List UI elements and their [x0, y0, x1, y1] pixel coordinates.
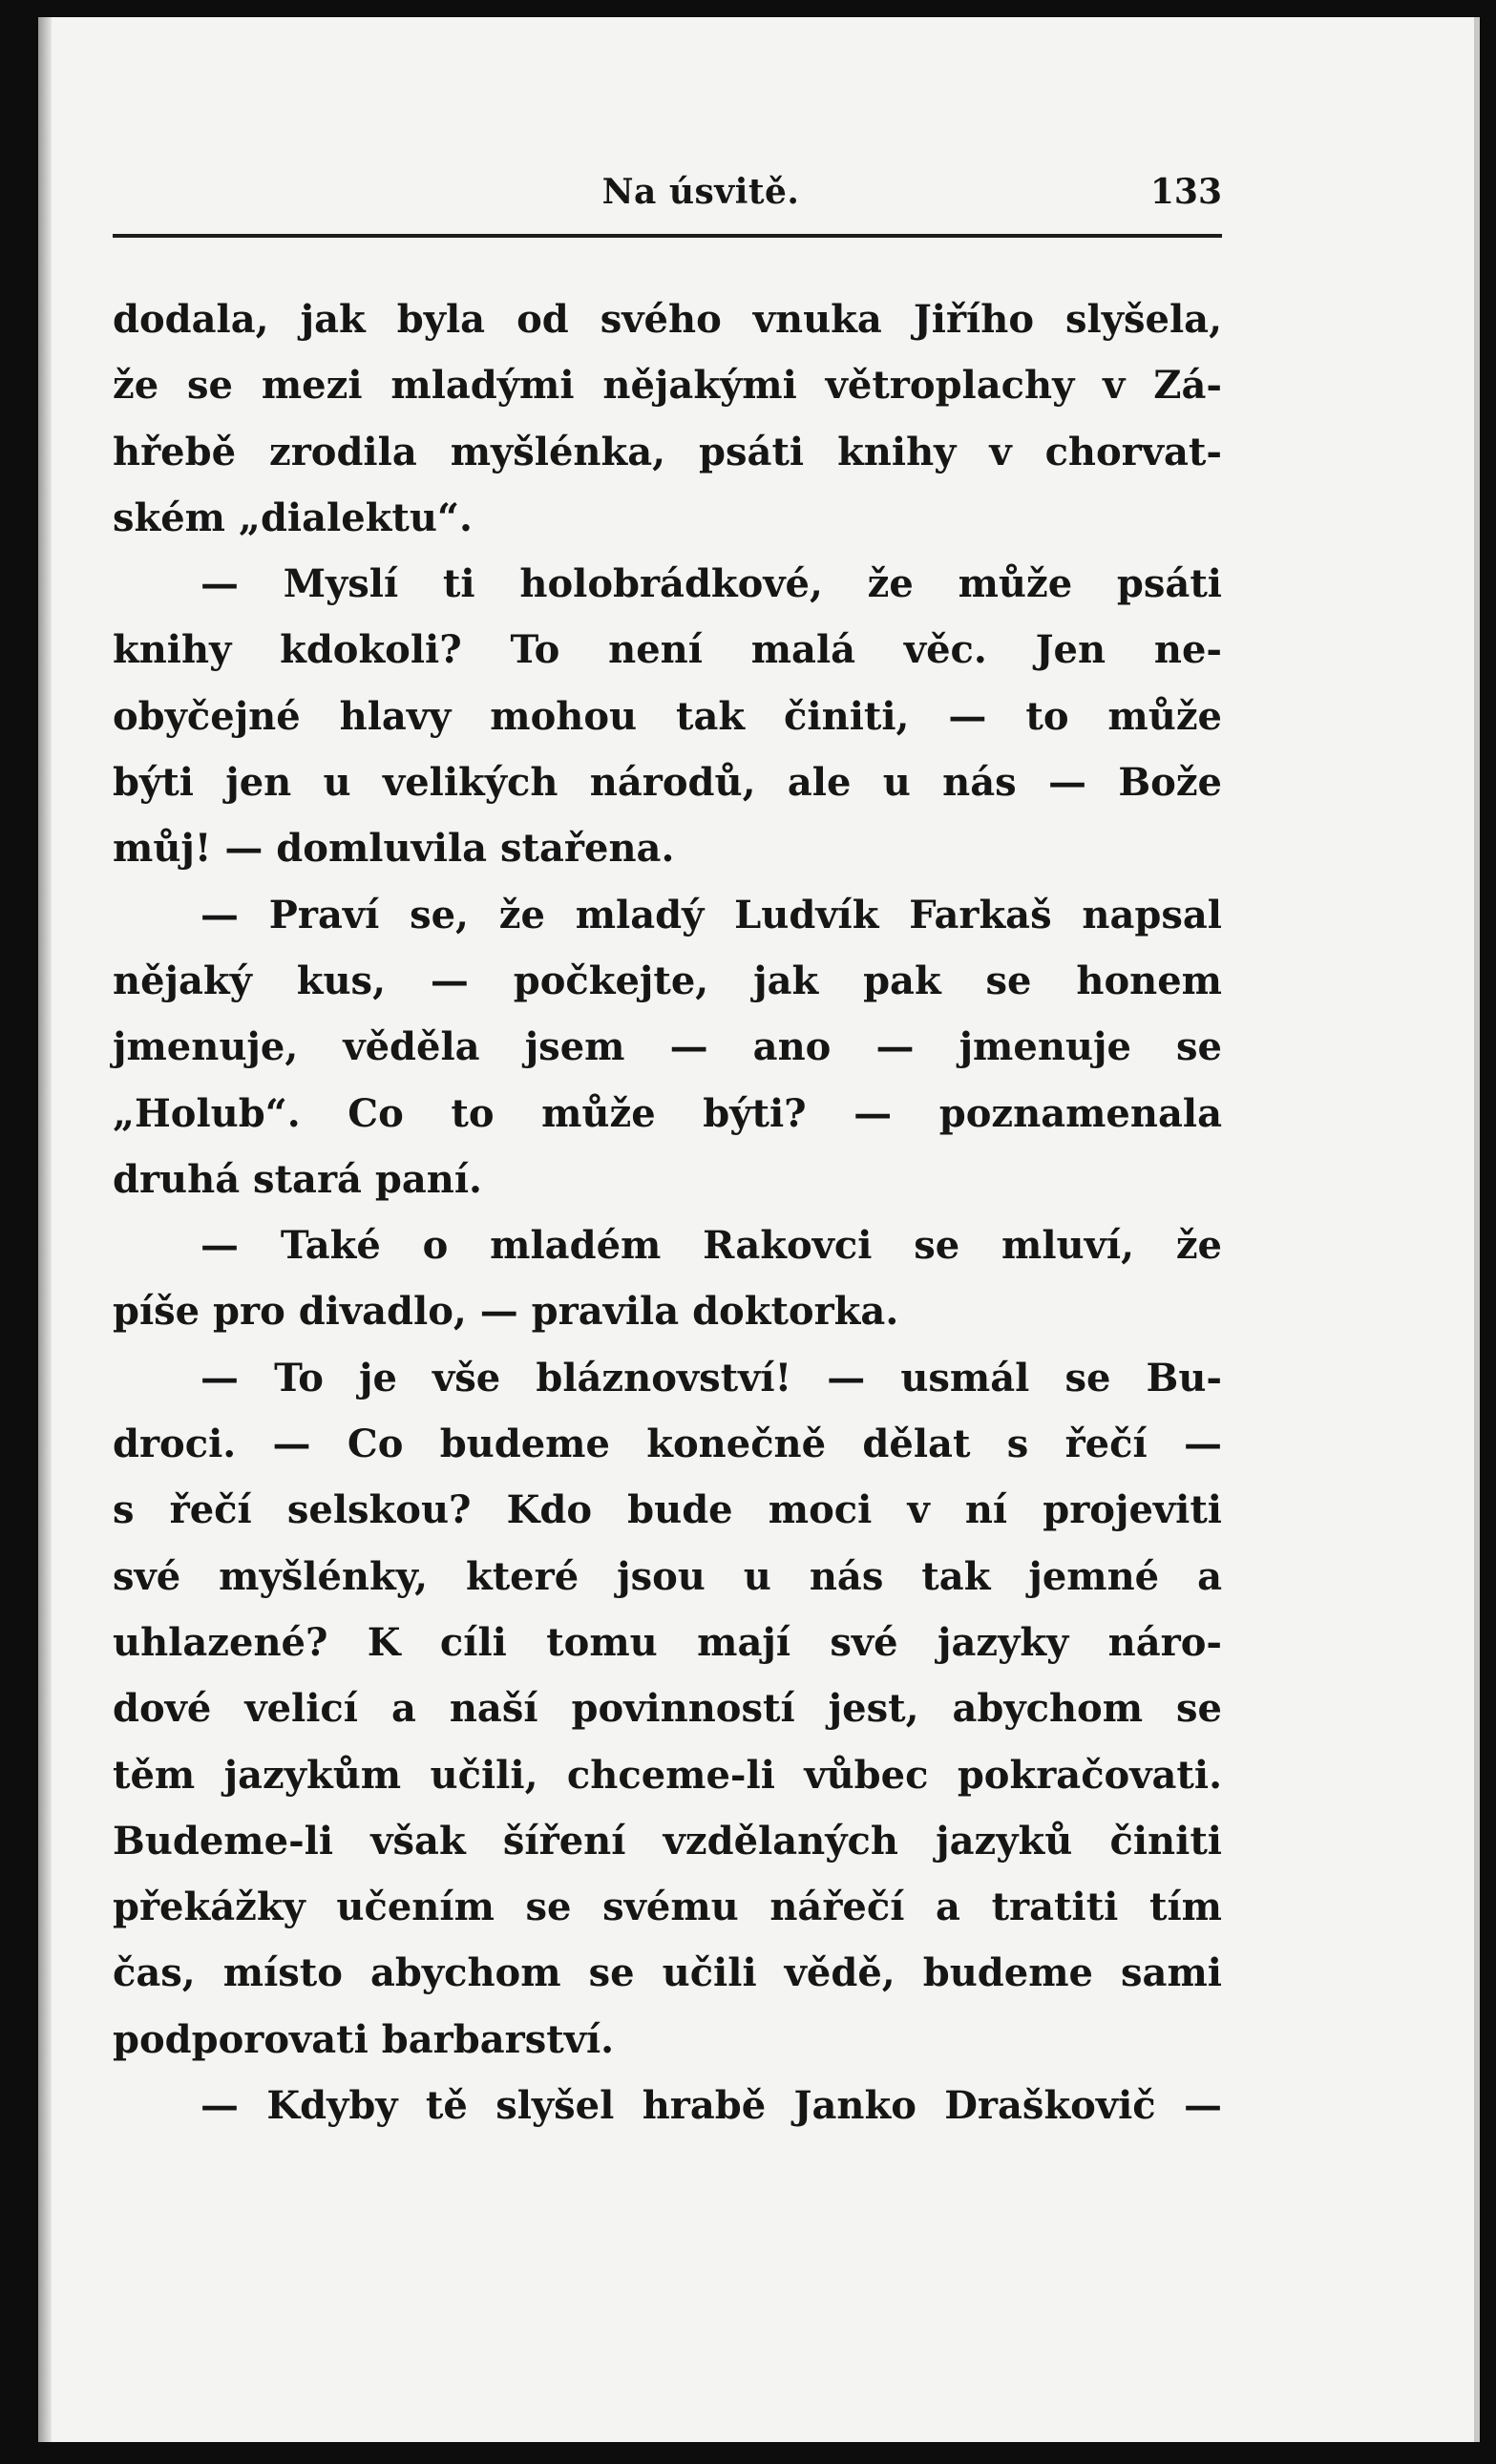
- text-line: dové velicí a naší povinností jest, abychom se: [113, 1686, 1222, 1732]
- text-line: býti jen u velikých národů, ale u nás — Bože: [113, 760, 1222, 806]
- text-line: hřebě zrodila myšlénka, psáti knihy v chorvat-: [113, 429, 1222, 474]
- header-rule: [113, 234, 1222, 238]
- text-line: čas, místo abychom se učili vědě, budeme sami: [113, 1950, 1222, 1996]
- text-line: že se mezi mladými nějakými větroplachy v Zá-: [113, 363, 1222, 409]
- text-line: podporovati barbarství.: [113, 2016, 615, 2062]
- text-line: Budeme-li však šíření vzdělaných jazyků činiti: [113, 1818, 1222, 1864]
- text-line: píše pro divadlo, — pravila doktorka.: [113, 1289, 899, 1335]
- text-line: — To je vše bláznovství! — usmál se Bu-: [200, 1355, 1222, 1400]
- text-line: uhlazené? K cíli tomu mají své jazyky náro-: [113, 1619, 1222, 1665]
- text-line: můj! — domluvila stařena.: [113, 826, 675, 872]
- text-line: ském „dialektu“.: [113, 495, 473, 540]
- text-line: — Praví se, že mladý Ludvík Farkaš napsal: [200, 892, 1222, 937]
- page-header: [113, 153, 1222, 220]
- text-line: knihy kdokoli? To není malá věc. Jen ne-: [113, 627, 1222, 673]
- page-edge: [1474, 17, 1480, 2442]
- text-line: své myšlénky, které jsou u nás tak jemné a: [113, 1553, 1222, 1599]
- text-line: překážky učením se svému nářečí a tratiti tím: [113, 1885, 1222, 1930]
- text-line: dodala, jak byla od svého vnuka Jiřího slyšela,: [113, 297, 1222, 342]
- text-line: obyčejné hlavy mohou tak činiti, — to může: [113, 693, 1222, 739]
- text-line: — Kdyby tě slyšel hrabě Janko Draškovič —: [200, 2083, 1222, 2129]
- text-line: nějaký kus, — počkejte, jak pak se honem: [113, 958, 1222, 1003]
- text-line: těm jazykům učili, chceme-li vůbec pokračovati.: [113, 1752, 1222, 1798]
- text-line: — Myslí ti holobrádkové, že může psáti: [200, 561, 1222, 607]
- body-text: [113, 286, 1222, 2138]
- text-line: druhá stará paní.: [113, 1156, 482, 1202]
- page-number: 133: [1149, 172, 1222, 212]
- text-line: s řečí selskou? Kdo bude moci v ní projeviti: [113, 1487, 1222, 1533]
- text-line: — Také o mladém Rakovci se mluví, že: [200, 1223, 1222, 1269]
- text-line: „Holub“. Co to může býti? — poznamenala: [113, 1090, 1222, 1136]
- text-line: jmenuje, věděla jsem — ano — jmenuje se: [113, 1024, 1222, 1070]
- running-title: Na úsvitě.: [601, 172, 800, 212]
- text-line: droci. — Co budeme konečně dělat s řečí —: [113, 1422, 1222, 1467]
- page-spine-shadow: [38, 17, 52, 2442]
